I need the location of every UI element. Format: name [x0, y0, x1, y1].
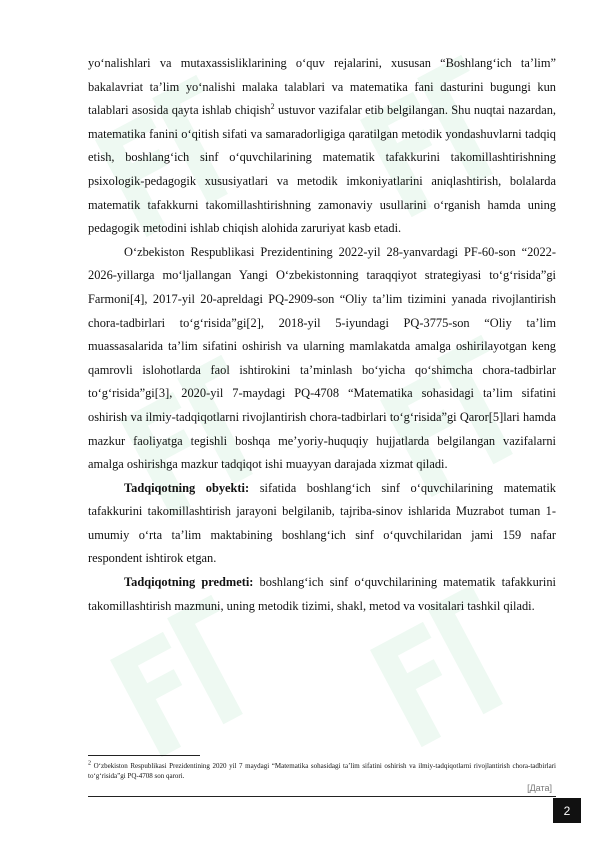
footnote-separator: [88, 755, 200, 756]
footnote-ref[interactable]: 2: [270, 102, 275, 112]
footnote: [88, 761, 556, 781]
document-body: [88, 52, 556, 618]
footnote-number: 2: [88, 760, 91, 767]
footnote-text: O‘zbekiston Respublikasi Prezidentining 2020 yil 7 maydagi “Matematika sohasidagi ta’lim sifatini oshirish va ilmiy-tadqiqotlarni rivojlantirish chora-tadbirlari to‘g‘risida”gi PQ-4708 son qarori.: [88, 762, 556, 780]
paragraph-object: [88, 477, 556, 571]
paragraph-1-text-a: yo‘nalishlari va mutaxassisliklarining o‘quv rejalarini, xususan “Boshlang‘ich ta’lim” bakalavriat ta’lim yo‘nalishi malaka talablari va matematika fani dasturini bugungi kun talablari asosida qayta ishlab chiqish: [88, 56, 556, 118]
paragraph-1-text-b: ustuvor vazifalar etib belgilangan. Shu nuqtai nazardan, matematika fanini o‘qitish sifati va samaradorligiga qaratilgan metodik yondashuvlarni tadqiq etish, boshlang‘ich sinf o‘quvchilarining matematik tafakkurini takomillashtirishning psixologik-pedagogik xususiyatlari va metodik imkoniyatlarini aniqlashtirish, bolalarda matematik tafakkurni takomillashtirishning zamonaviy usullarini o‘rganish hamda uning pedagogik metodini ishlab chiqish alohida zaruriyat kasb etadi.: [88, 103, 556, 236]
footer-divider: [88, 796, 556, 797]
date-field[interactable]: [Дата]: [527, 783, 552, 793]
paragraph-subject: [88, 571, 556, 618]
object-heading: Tadqiqotning obyekti:: [124, 480, 250, 495]
paragraph-2: O‘zbekiston Respublikasi Prezidentining 2022-yil 28-yanvardagi PF-60-son “2022-2026-yillarga mo‘ljallangan Yangi O‘zbekistonning taraqqiyot strategiyasi to‘g‘risida”gi Farmoni[4], 2017-yil 20-apreldagi PQ-2909-son “Oliy ta’lim tizimini yanada rivojlantirish chora-tadbirlari to‘g‘risida”gi[2], 2018-yil 5-iyundagi PQ-3775-son “Oliy ta’lim muassasalarida ta’lim sifatini oshirish va ularning mamlakatda amalga oshirilayotgan keng qamrovli islohotlarda faol ishtirokini ta’minlash bo‘yicha qo‘shimcha chora-tadbirlar to‘g‘risida”gi[3], 2020-yil 7-maydagi PQ-4708 “Matematika sohasidagi ta’lim sifatini oshirish va ilmiy-tadqiqotlarni rivojlantirish chora-tadbirlari to‘g‘risida”gi Qaror[5]lari hamda mazkur faoliyatga tegishli boshqa me’yoriy-huquqiy hujjatlarda belgilangan vazifalarni amalga oshirishga mazkur tadqiqot ishi muayyan darajada xizmat qiladi.: [88, 244, 556, 472]
object-text: sifatida boshlang‘ich sinf o‘quvchilarining matematik tafakkurini takomillashtirish jarayoni belgilanib, tajriba-sinov ishlarida Muzrabot tuman 1-umumiy o‘rta ta’lim maktabining boshlang‘ich sinf o‘quvchilaridan jami 159 nafar respondent ishtirok etgan.: [88, 480, 556, 566]
page-number: 2: [553, 798, 581, 823]
subject-heading: Tadqiqotning predmeti:: [124, 575, 254, 590]
subject-text: boshlang‘ich sinf o‘quvchilarining matematik tafakkurini takomillashtirish mazmuni, uning metodik tizimi, shakl, metod va vositalari tashkil qiladi.: [88, 575, 556, 613]
paragraph-1: [88, 52, 556, 241]
